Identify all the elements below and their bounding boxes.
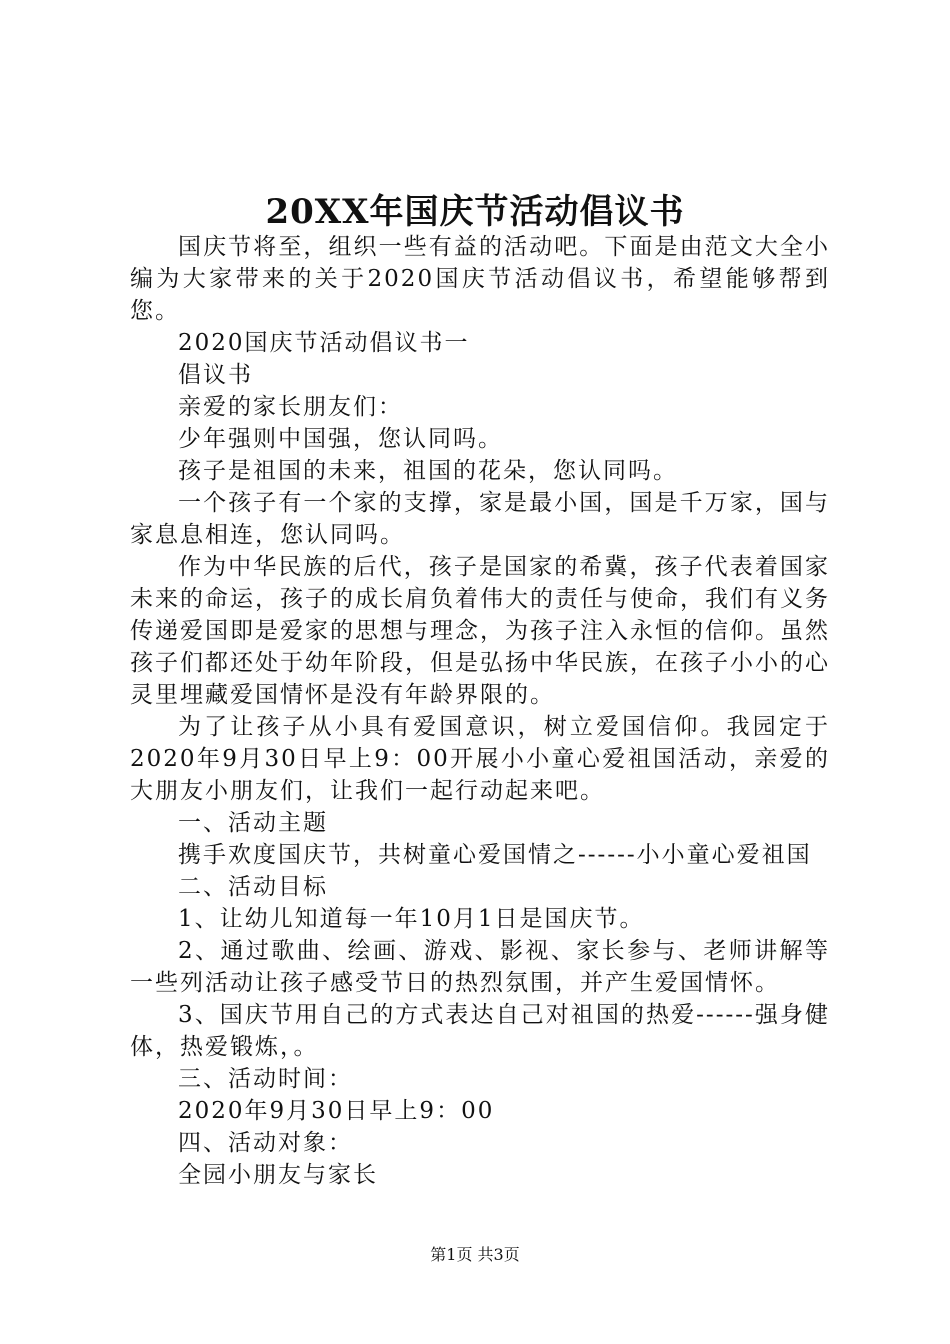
paragraph: 全园小朋友与家长 [178,1162,378,1188]
paragraph: 孩子是祖国的未来，祖国的花朵，您认同吗。 [178,458,678,484]
paragraph: 一个孩子有一个家的支撑，家是最小国，国是千万家，国与家息息相连，您认同吗。 [130,490,830,548]
section-heading: 二、活动目标 [178,874,328,900]
document-body [130,231,830,1191]
list-item: 1、让幼儿知道每一年10月1日是国庆节。 [178,906,645,932]
paragraph-heading: 倡议书 [178,362,253,388]
section-heading: 一、活动主题 [178,810,328,836]
section-heading: 四、活动对象： [178,1130,353,1156]
paragraph-subtitle: 2020国庆节活动倡议书一 [178,330,470,356]
list-item: 3、国庆节用自己的方式表达自己对祖国的热爱------强身健体，热爱锻炼，。 [130,1002,830,1060]
paragraph: 少年强则中国强，您认同吗。 [178,426,503,452]
list-item: 2、通过歌曲、绘画、游戏、影视、家长参与、老师讲解等一些列活动让孩子感受节日的热烈氛围，并产生爱国情怀。 [130,938,830,996]
paragraph: 携手欢度国庆节，共树童心爱国情之------小小童心爱祖国 [178,842,812,868]
page-footer: 第1页 共3页 [430,1245,520,1264]
paragraph-salutation: 亲爱的家长朋友们： [178,394,403,420]
paragraph: 作为中华民族的后代，孩子是国家的希冀，孩子代表着国家未来的命运，孩子的成长肩负着伟大的责任与使命，我们有义务传递爱国即是爱家的思想与理念，为孩子注入永恒的信仰。虽然孩子们都还处于幼年阶段，但是弘扬中华民族，在孩子小小的心灵里埋藏爱国情怀是没有年龄界限的。 [130,554,830,708]
document-title: 20XX年国庆节活动倡议书 [265,192,685,232]
section-heading: 三、活动时间： [178,1066,353,1092]
paragraph: 为了让孩子从小具有爱国意识，树立爱国信仰。我园定于2020年9月30日早上9：00开展小小童心爱祖国活动，亲爱的大朋友小朋友们，让我们一起行动起来吧。 [130,714,830,804]
paragraph: 2020年9月30日早上9：00 [178,1098,495,1124]
paragraph-intro: 国庆节将至，组织一些有益的活动吧。下面是由范文大全小编为大家带来的关于2020国庆节活动倡议书，希望能够帮到您。 [130,234,830,324]
